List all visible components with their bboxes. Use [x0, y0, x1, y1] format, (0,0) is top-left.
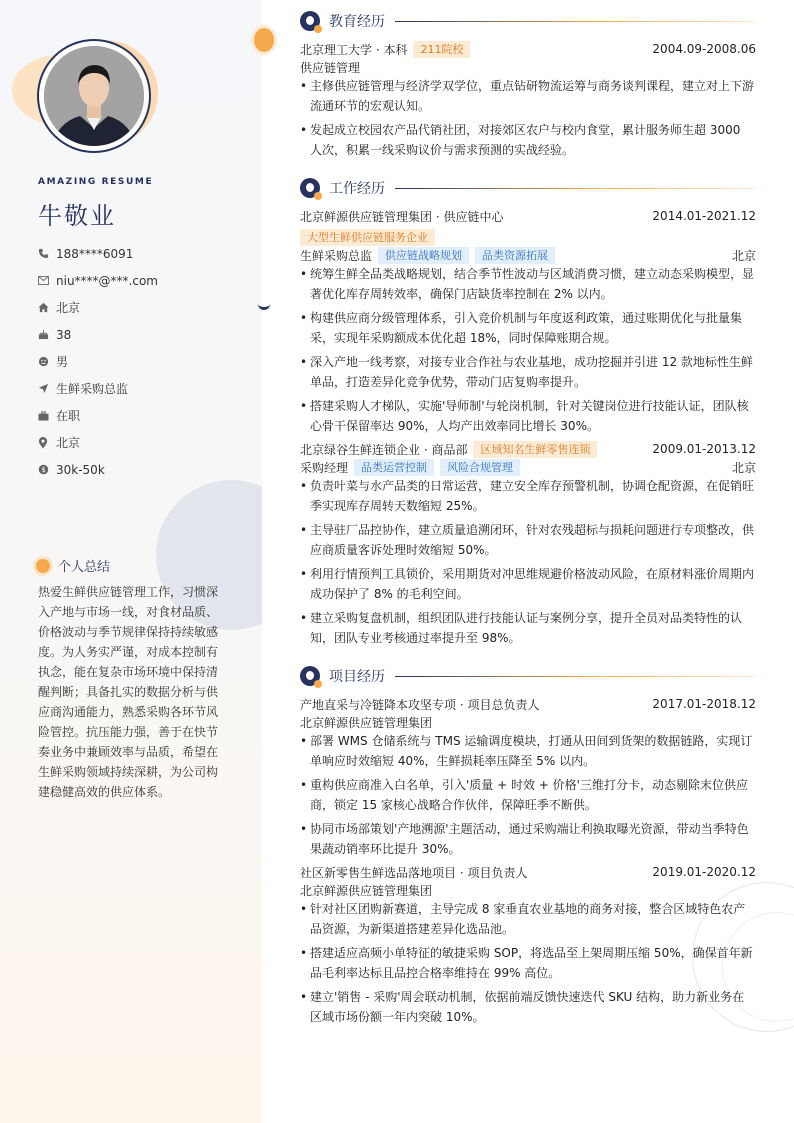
- list-item: • 建立采购复盘机制，组织团队进行技能认证与案例分享，提升全员对品类特性的认知，团队专业考核通过率提升至 98%。: [300, 608, 756, 648]
- job-2-date: 2009.01-2013.12: [652, 442, 756, 456]
- job-2-company-row: [300, 440, 756, 458]
- project-1-date: 2017.01-2018.12: [652, 697, 756, 711]
- avatar: [44, 46, 144, 146]
- list-item: • 重构供应商准入白名单，引入'质量 + 时效 + 价格'三维打分卡，动态剔除末位供应商，锁定 15 家核心战略合作伙伴，保障旺季不断供。: [300, 775, 756, 815]
- info-item-phone: [38, 240, 158, 267]
- info-item-location: [38, 429, 158, 456]
- job-1-company-tag: 大型生鲜供应链服务企业: [300, 229, 435, 246]
- job-2-city: 北京: [731, 460, 756, 475]
- info-item-position: [38, 375, 158, 402]
- project-1-bullets: [300, 731, 756, 863]
- projects-section-header: [300, 666, 756, 686]
- summary-title: 个人总结: [58, 560, 111, 575]
- project-2-date: 2019.01-2020.12: [652, 865, 756, 879]
- project-1-org-row: [300, 713, 756, 731]
- job-1-position: 生鲜采购总监: [300, 248, 373, 263]
- summary-heading: [36, 556, 110, 575]
- list-item: • 主导驻厂品控协作，建立质量追溯闭环，针对农残超标与损耗问题进行专项整改，供应商质量客诉处理时效缩短 50%。: [300, 520, 756, 560]
- info-item-status: [38, 402, 158, 429]
- mail-icon: [38, 276, 56, 285]
- section-divider: [395, 188, 756, 189]
- avatar-photo: [44, 46, 144, 146]
- job-1-date: 2014.01-2021.12: [652, 209, 756, 223]
- job-2-company: 北京绿谷生鲜连锁企业 · 商品部: [300, 442, 468, 457]
- work-section-header: [300, 178, 756, 198]
- education-section-header: [300, 11, 756, 31]
- work-title: 工作经历: [329, 181, 385, 197]
- cake-icon: [38, 329, 56, 340]
- section-icon: [300, 666, 320, 686]
- svg-text:$: $: [41, 465, 46, 474]
- gender-icon: [38, 356, 56, 367]
- job-1-city: 北京: [731, 248, 756, 263]
- job-2-position-row: [300, 458, 756, 476]
- list-item: • 负责叶菜与水产品类的日常运营，建立安全库存预警机制，协调仓配资源，在促销旺季实现库存周转天数缩短 25%。: [300, 476, 756, 516]
- list-item: • 部署 WMS 仓储系统与 TMS 运输调度模块，打通从田间到货架的数据链路，实现订单响应时效缩短 40%，生鲜损耗率压降至 5% 以内。: [300, 731, 756, 771]
- education-bullets: [300, 76, 756, 164]
- job-1-skill-tag: 供应链战略规划: [378, 247, 469, 264]
- summary-dot-icon: [36, 559, 50, 573]
- project-2-bullets: [300, 899, 756, 1031]
- info-item-home: [38, 294, 158, 321]
- job-2-skill-tag: 风险合规管理: [440, 459, 520, 476]
- section-icon: [300, 11, 320, 31]
- job-1-company-tag-row: [300, 228, 756, 246]
- sidebar: [0, 0, 262, 1123]
- location-pin-icon: [38, 437, 56, 449]
- gender-value: 男: [56, 355, 69, 369]
- project-2-row: [300, 863, 756, 881]
- major-name: 供应链管理: [300, 60, 361, 75]
- list-item: • 深入产地一线考察，对接专业合作社与农业基地，成功挖掘并引进 12 款地标性生鲜单品，打造差异化竞争优势，带动门店复购率提升。: [300, 352, 756, 392]
- briefcase-icon: [38, 411, 56, 421]
- personal-info-list: [38, 240, 158, 483]
- project-2-org-row: [300, 881, 756, 899]
- salary-icon: [38, 464, 56, 475]
- project-1-row: [300, 695, 756, 713]
- avatar-frame: [37, 39, 151, 153]
- status-value: 在职: [56, 409, 81, 423]
- list-item: • 构建供应商分级管理体系，引入竞价机制与年度返利政策，通过账期优化与批量集采，实现年采购额成本优化超 18%，同时保障账期合规。: [300, 308, 756, 348]
- phone-icon: [38, 248, 56, 259]
- list-item: • 利用行情预判工具锁价，采用期货对冲思维规避价格波动风险，在原材料涨价周期内成功保护了 8% 的毛利空间。: [300, 564, 756, 604]
- home-value: 北京: [56, 301, 81, 315]
- project-1-name: 产地直采与冷链降本攻坚专项 · 项目总负责人: [300, 697, 540, 712]
- education-date: 2004.09-2008.06: [652, 42, 756, 56]
- salary-value: 30k-50k: [56, 462, 105, 477]
- phone-value: 188****6091: [56, 246, 134, 261]
- section-divider: [395, 676, 756, 677]
- job-2-position: 采购经理: [300, 460, 349, 475]
- job-1-position-row: [300, 246, 756, 264]
- project-1-org: 北京鲜源供应链管理集团: [300, 715, 433, 730]
- email-value: niu****@***.com: [56, 273, 158, 288]
- list-item: • 发起成立校园农产品代销社团，对接郊区农户与校内食堂，累计服务师生超 3000 人次，积累一线采购议价与需求预测的实战经验。: [300, 120, 756, 160]
- home-icon: [38, 302, 56, 313]
- job-1-skill-tag: 品类资源拓展: [475, 247, 555, 264]
- age-value: 38: [56, 327, 72, 342]
- list-item: • 建立'销售 - 采购'周会联动机制，依据前端反馈快速迭代 SKU 结构，助力新业务在区域市场份额一年内突破 10%。: [300, 987, 756, 1027]
- job-2-company-tag: 区域知名生鲜零售连锁: [473, 441, 597, 458]
- candidate-name: 牛敬业: [38, 202, 116, 230]
- position-value: 生鲜采购总监: [56, 382, 129, 396]
- education-title: 教育经历: [329, 14, 385, 30]
- job-1-company: 北京鲜源供应链管理集团 · 供应链中心: [300, 209, 504, 224]
- section-icon: [300, 178, 320, 198]
- project-2-org: 北京鲜源供应链管理集团: [300, 883, 433, 898]
- job-1-bullets: [300, 264, 756, 440]
- job-2-skill-tag: 品类运营控制: [354, 459, 434, 476]
- decorative-dot: [254, 28, 274, 52]
- send-icon: [38, 383, 56, 394]
- summary-text: 热爱生鲜供应链管理工作，习惯深入产地与市场一线，对食材品质、价格波动与季节规律保持持续敏感度。为人务实严谨，对成本控制有执念，能在复杂市场环境中保持清醒判断；具备扎实的数据分析与供应商沟通能力，熟悉采购各环节风险管控。抗压能力强，善于在快节奏业务中兼顾效率与品质，希望在生鲜采购领域持续深耕，为公司构建稳健高效的供应体系。: [38, 585, 219, 799]
- info-item-salary: [38, 456, 158, 483]
- list-item: • 主修供应链管理与经济学双学位，重点钻研物流运筹与商务谈判课程，建立对上下游流通环节的宏观认知。: [300, 76, 756, 116]
- decorative-arc: [258, 300, 270, 310]
- section-divider: [395, 21, 756, 22]
- school-tag: 211院校: [413, 41, 470, 58]
- projects-title: 项目经历: [329, 669, 385, 685]
- school-name: 北京理工大学 · 本科: [300, 42, 408, 57]
- list-item: • 搭建适应高频小单特征的敏捷采购 SOP，将选品至上架周期压缩 50%，确保首年新品毛利率达标且品控合格率维持在 99% 高位。: [300, 943, 756, 983]
- education-major-row: [300, 58, 756, 76]
- education-row: [300, 40, 756, 58]
- list-item: • 针对社区团购新赛道，主导完成 8 家垂直农业基地的商务对接，整合区域特色农产品资源，为新渠道搭建差异化选品池。: [300, 899, 756, 939]
- list-item: • 搭建采购人才梯队，实施'导师制'与轮岗机制，针对关键岗位进行技能认证，团队核心骨干保留率达 90%，人均产出效率同比增长 30%。: [300, 396, 756, 436]
- info-item-age: [38, 321, 158, 348]
- list-item: • 统筹生鲜全品类战略规划，结合季节性波动与区域消费习惯，建立动态采购模型，显著优化库存周转效率，确保门店缺货率控制在 2% 以内。: [300, 264, 756, 304]
- job-2-bullets: [300, 476, 756, 652]
- resume-label: AMAZING RESUME: [38, 177, 154, 187]
- list-item: • 协同市场部策划'产地溯源'主题活动，通过采购端让利换取曝光资源，带动当季特色果蔬动销率环比提升 30%。: [300, 819, 756, 859]
- job-1-company-row: [300, 207, 756, 225]
- project-2-name: 社区新零售生鲜选品落地项目 · 项目负责人: [300, 865, 528, 880]
- info-item-email: [38, 267, 158, 294]
- info-item-gender: [38, 348, 158, 375]
- location-value: 北京: [56, 436, 81, 450]
